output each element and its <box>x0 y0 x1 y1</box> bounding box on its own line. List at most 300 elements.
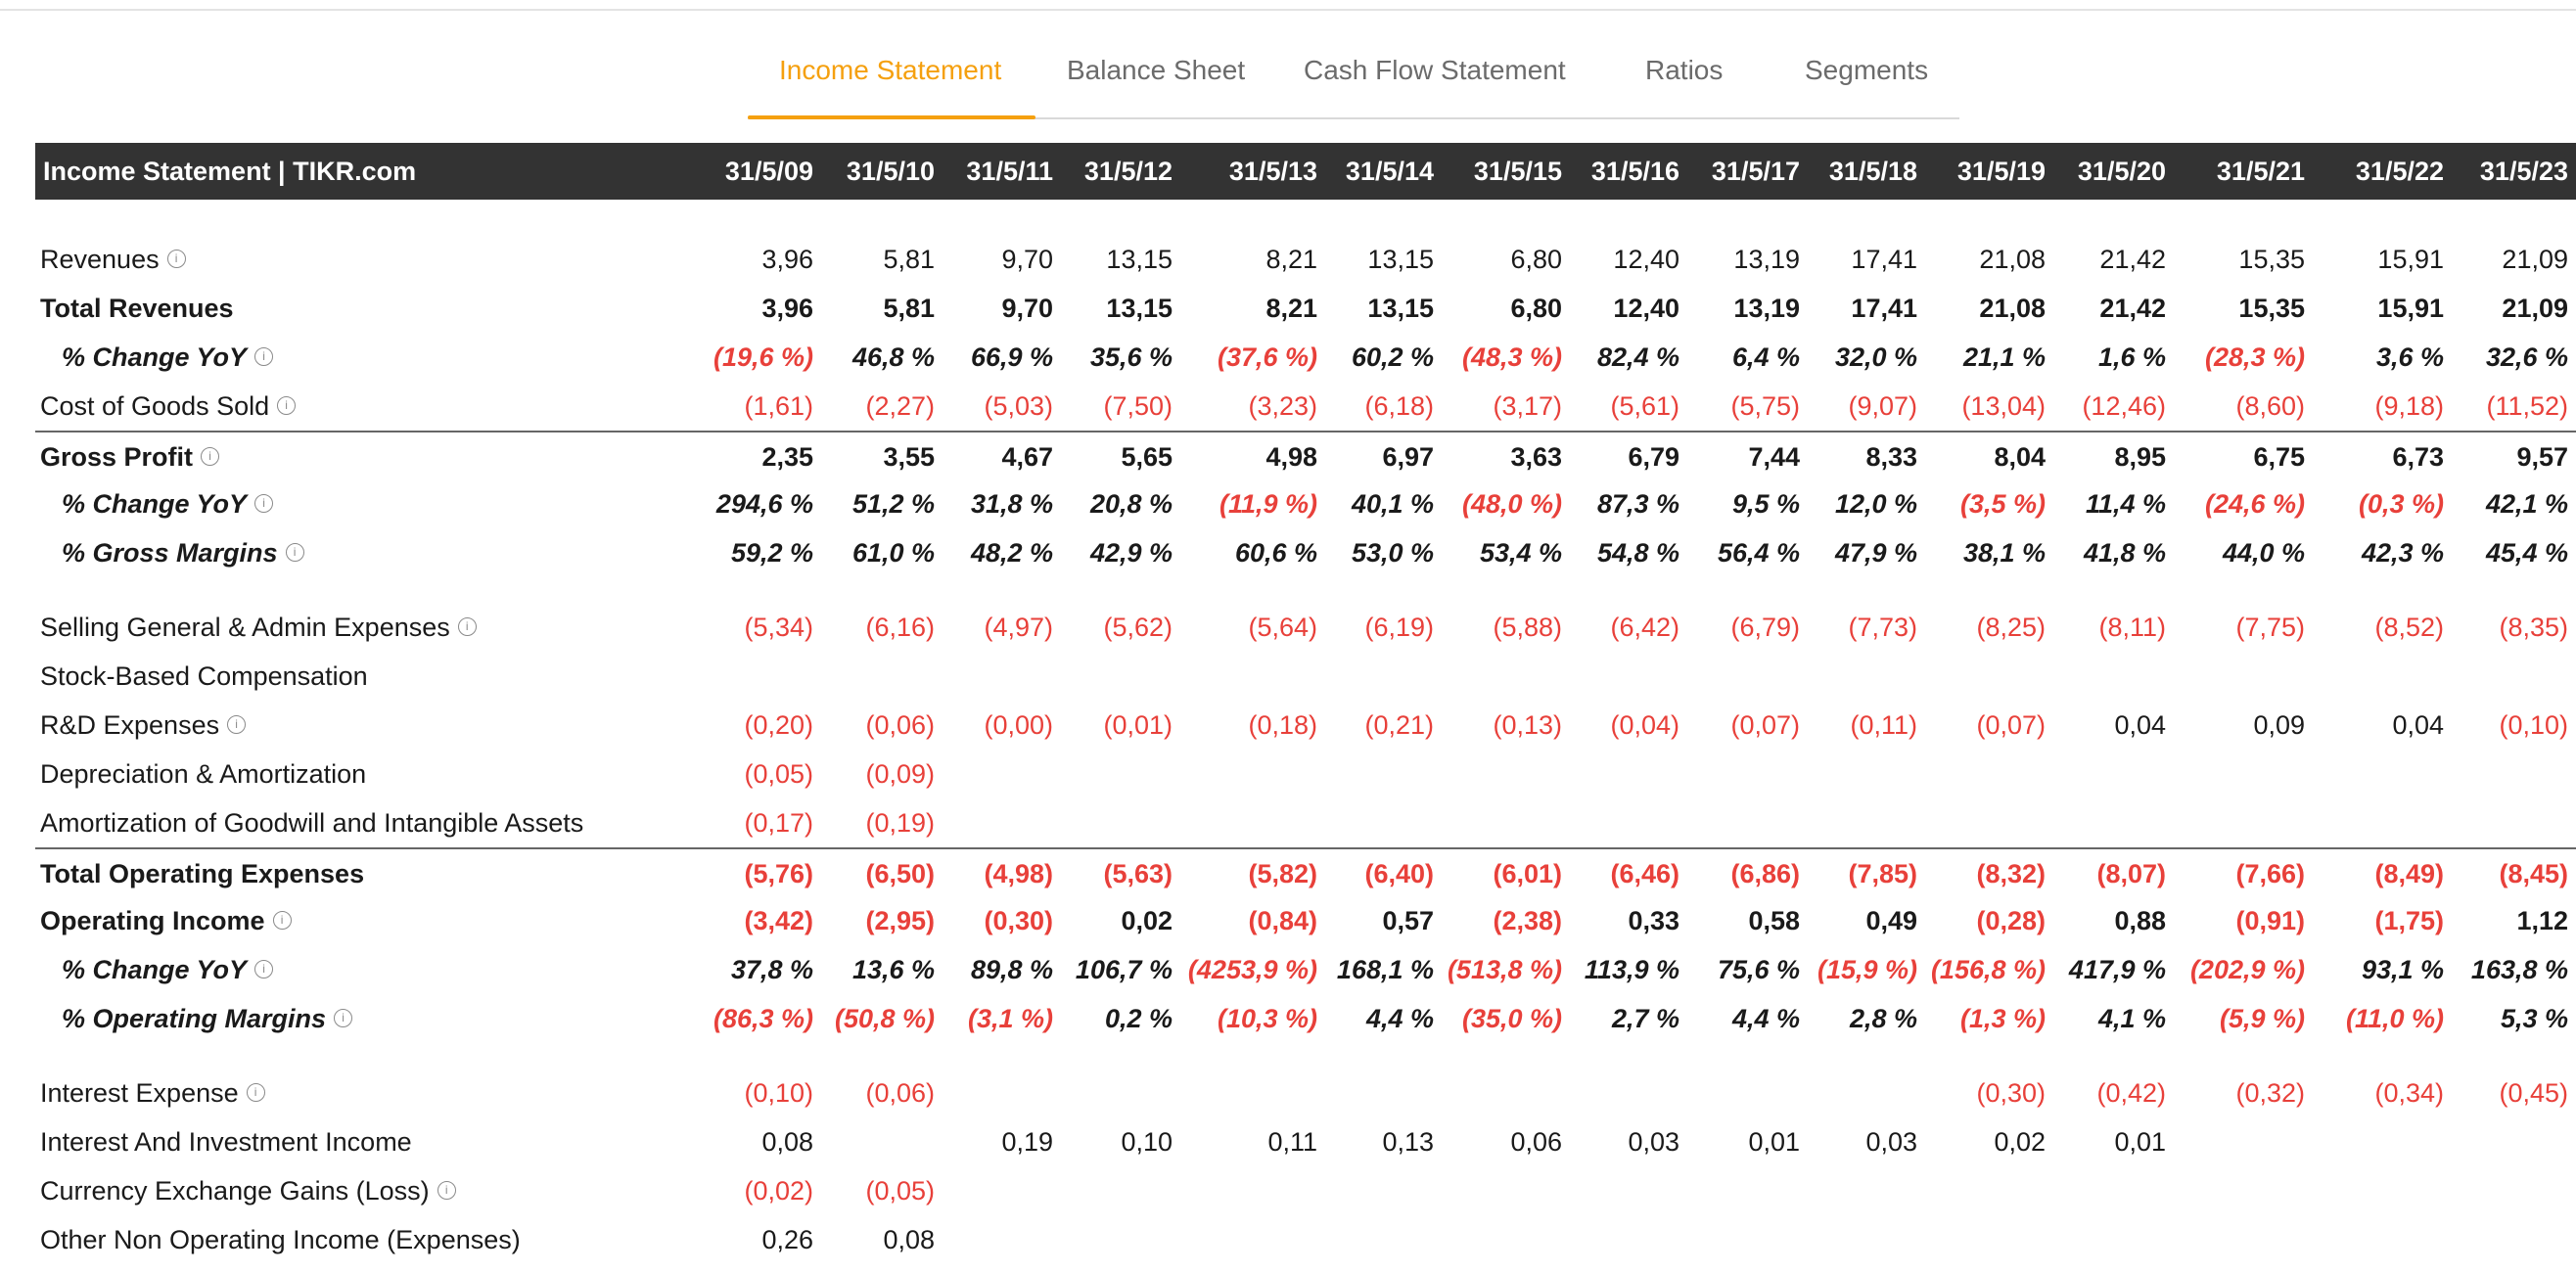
table-cell: 6,73 <box>2392 442 2444 472</box>
table-cell: 0,02 <box>1121 906 1173 935</box>
table-cell: (5,64) <box>1248 613 1317 642</box>
table-cell: 12,40 <box>1613 294 1679 323</box>
table-cell: 21,09 <box>2502 245 2568 274</box>
table-cell: (10,3 %) <box>1217 1004 1317 1033</box>
table-cell: (0,10) <box>744 1078 813 1108</box>
table-cell: 5,81 <box>883 245 935 274</box>
table-title: Income Statement | TIKR.com <box>43 157 417 186</box>
table-cell: 3,96 <box>761 245 813 274</box>
table-cell: (0,34) <box>2374 1078 2444 1108</box>
table-cell: 6,79 <box>1628 442 1679 472</box>
table-row <box>35 284 2576 333</box>
table-cell: (6,86) <box>1730 859 1800 888</box>
row-label <box>40 284 234 333</box>
table-cell: 1,6 % <box>2097 342 2166 372</box>
table-cell: (0,45) <box>2499 1078 2568 1108</box>
table-cell: (8,32) <box>1976 859 2046 888</box>
row-label-text: Stock-Based Compensation <box>40 661 368 691</box>
table-cell: 0,88 <box>2114 906 2166 935</box>
table-cell: (0,10) <box>2499 710 2568 740</box>
table-cell: 12,40 <box>1613 245 1679 274</box>
table-cell: 6,97 <box>1382 442 1434 472</box>
row-label-text: Cost of Goods Sold <box>40 391 270 421</box>
row-label <box>40 1166 456 1215</box>
row-label-text: % Change YoY <box>62 955 248 984</box>
table-cell: 4,4 % <box>1731 1004 1800 1033</box>
table-cell: (19,6 %) <box>713 342 813 372</box>
table-cell: (0,13) <box>1493 710 1562 740</box>
row-label <box>40 603 477 652</box>
table-cell: (4,97) <box>984 613 1053 642</box>
table-row <box>35 479 2576 528</box>
table-cell: (2,95) <box>865 906 935 935</box>
table-cell: 9,70 <box>1001 245 1053 274</box>
column-header-6[interactable]: 31/5/15 <box>1473 157 1562 186</box>
table-cell: (7,75) <box>2235 613 2305 642</box>
tab-segments[interactable]: Segments <box>1805 55 1929 85</box>
table-cell: 13,15 <box>1106 294 1173 323</box>
table-cell: 0,06 <box>1510 1127 1562 1157</box>
table-cell: (0,05) <box>744 759 813 789</box>
row-label-text: R&D Expenses <box>40 710 220 740</box>
table-cell: (8,07) <box>2096 859 2166 888</box>
table-row <box>35 798 2576 847</box>
column-header-1[interactable]: 31/5/10 <box>846 157 935 186</box>
table-cell: 6,80 <box>1510 294 1562 323</box>
table-cell: (15,9 %) <box>1817 955 1917 984</box>
info-icon[interactable]: i <box>247 1083 265 1102</box>
row-label <box>40 432 219 481</box>
table-cell: (48,0 %) <box>1461 489 1562 519</box>
table-cell: (9,18) <box>2374 391 2444 421</box>
table-cell: 44,0 % <box>2222 538 2305 568</box>
table-cell: (13,04) <box>1961 391 2046 421</box>
table-cell: 4,67 <box>1001 442 1053 472</box>
table-row <box>35 847 2576 898</box>
table-cell: 168,1 % <box>1336 955 1434 984</box>
table-cell: (3,42) <box>744 906 813 935</box>
table-cell: (35,0 %) <box>1461 1004 1562 1033</box>
table-cell: 75,6 % <box>1717 955 1800 984</box>
table-cell: (6,18) <box>1364 391 1434 421</box>
table-cell: 9,57 <box>2516 442 2568 472</box>
table-cell: (4253,9 %) <box>1187 955 1317 984</box>
table-cell: (6,16) <box>865 613 935 642</box>
table-cell: 15,91 <box>2377 245 2444 274</box>
income-statement-table <box>35 143 2576 1254</box>
table-cell: (11,52) <box>2486 391 2568 421</box>
table-cell: 8,21 <box>1265 294 1317 323</box>
table-row <box>35 750 2576 798</box>
table-cell: 15,35 <box>2238 245 2305 274</box>
table-cell: (37,6 %) <box>1217 342 1317 372</box>
table-cell: 3,96 <box>761 294 813 323</box>
table-cell: 5,65 <box>1121 442 1173 472</box>
table-cell: 21,08 <box>1979 294 2046 323</box>
table-cell: (1,3 %) <box>1959 1004 2046 1033</box>
row-label <box>40 1117 412 1166</box>
table-cell: (3,17) <box>1493 391 1562 421</box>
table-cell: 21,1 % <box>1962 342 2046 372</box>
info-icon[interactable]: i <box>286 543 304 562</box>
table-cell: (4,98) <box>984 859 1053 888</box>
table-cell: (3,1 %) <box>967 1004 1053 1033</box>
table-cell: (0,00) <box>984 710 1053 740</box>
table-cell: 42,9 % <box>1089 538 1173 568</box>
top-border <box>0 9 2576 11</box>
table-cell: (8,11) <box>2098 613 2166 642</box>
table-cell: 2,35 <box>761 442 813 472</box>
column-header-5[interactable]: 31/5/14 <box>1345 157 1434 186</box>
table-cell: (7,50) <box>1103 391 1173 421</box>
table-cell: 15,35 <box>2238 294 2305 323</box>
row-label-text: Other Non Operating Income (Expenses) <box>40 1225 521 1254</box>
row-label-text: % Operating Margins <box>62 1004 327 1033</box>
table-cell: 106,7 % <box>1075 955 1173 984</box>
info-icon[interactable]: i <box>254 347 273 366</box>
table-cell: 9,70 <box>1001 294 1053 323</box>
table-row <box>35 652 2576 701</box>
table-cell: 60,2 % <box>1351 342 1434 372</box>
column-header-13[interactable]: 31/5/22 <box>2355 157 2444 186</box>
table-cell: (0,42) <box>2096 1078 2166 1108</box>
info-icon[interactable]: i <box>201 447 219 466</box>
table-cell: (0,3 %) <box>2358 489 2444 519</box>
info-icon[interactable]: i <box>437 1181 456 1200</box>
row-label <box>40 896 292 945</box>
table-cell: 6,80 <box>1510 245 1562 274</box>
table-cell: 17,41 <box>1851 245 1917 274</box>
table-cell: 7,44 <box>1748 442 1800 472</box>
table-cell: (0,04) <box>1610 710 1679 740</box>
table-row <box>35 896 2576 945</box>
row-label-text: Total Revenues <box>40 294 234 323</box>
table-row <box>35 994 2576 1043</box>
table-cell: (7,85) <box>1848 859 1917 888</box>
row-label-text: Amortization of Goodwill and Intangible Assets <box>40 808 584 838</box>
column-header-8[interactable]: 31/5/17 <box>1711 157 1800 186</box>
table-cell: (2,38) <box>1493 906 1562 935</box>
statement-tabs <box>748 41 1959 119</box>
info-icon[interactable]: i <box>227 715 246 734</box>
table-cell: (3,5 %) <box>1959 489 2046 519</box>
table-cell: 61,0 % <box>851 538 935 568</box>
table-cell: 5,81 <box>883 294 935 323</box>
table-cell: 59,2 % <box>730 538 813 568</box>
table-cell: (6,19) <box>1364 613 1434 642</box>
info-icon[interactable]: i <box>277 396 296 415</box>
table-cell: (5,9 %) <box>2219 1004 2305 1033</box>
table-cell: (8,49) <box>2374 859 2444 888</box>
table-cell: (0,21) <box>1364 710 1434 740</box>
table-cell: 6,4 % <box>1731 342 1800 372</box>
table-cell: (0,19) <box>865 808 935 838</box>
info-icon[interactable]: i <box>458 617 477 636</box>
table-cell: 5,3 % <box>2500 1004 2568 1033</box>
table-cell: 42,3 % <box>2361 538 2444 568</box>
row-label <box>40 750 366 798</box>
table-cell: 51,2 % <box>851 489 935 519</box>
row-label <box>40 945 273 994</box>
table-cell: 0,13 <box>1382 1127 1434 1157</box>
table-cell: (0,20) <box>744 710 813 740</box>
row-label <box>40 382 296 431</box>
table-cell: (11,0 %) <box>2345 1004 2444 1033</box>
table-cell: (6,42) <box>1610 613 1679 642</box>
table-cell: (0,84) <box>1248 906 1317 935</box>
row-label <box>40 701 246 750</box>
table-cell: 417,9 % <box>2068 955 2166 984</box>
table-cell: (1,75) <box>2374 906 2444 935</box>
info-icon[interactable]: i <box>273 911 292 930</box>
tab-cash-flow-statement[interactable]: Cash Flow Statement <box>1304 55 1566 85</box>
table-cell: 0,01 <box>1748 1127 1800 1157</box>
table-cell: (5,88) <box>1493 613 1562 642</box>
table-cell: 53,4 % <box>1479 538 1562 568</box>
table-cell: 35,6 % <box>1089 342 1173 372</box>
table-cell: (5,76) <box>744 859 813 888</box>
table-cell: 0,58 <box>1748 906 1800 935</box>
table-cell: (0,09) <box>865 759 935 789</box>
info-icon[interactable]: i <box>254 494 273 513</box>
table-cell: 38,1 % <box>1962 538 2046 568</box>
table-cell: (8,52) <box>2374 613 2444 642</box>
table-cell: 163,8 % <box>2470 955 2568 984</box>
table-row <box>35 701 2576 750</box>
table-cell: 32,6 % <box>2485 342 2568 372</box>
table-row <box>35 1117 2576 1166</box>
info-icon[interactable]: i <box>167 250 186 268</box>
table-cell: 8,21 <box>1265 245 1317 274</box>
table-cell: 0,08 <box>761 1127 813 1157</box>
row-label <box>40 479 273 528</box>
table-cell: 53,0 % <box>1351 538 1434 568</box>
table-cell: (8,45) <box>2499 859 2568 888</box>
table-cell: 0,2 % <box>1104 1004 1173 1033</box>
table-cell: 93,1 % <box>2361 955 2444 984</box>
table-row <box>35 1215 2576 1264</box>
column-header-2[interactable]: 31/5/11 <box>966 157 1053 186</box>
row-label <box>40 1069 265 1117</box>
table-cell: (0,18) <box>1248 710 1317 740</box>
table-row <box>35 1166 2576 1215</box>
table-cell: (6,46) <box>1610 859 1679 888</box>
table-row <box>35 603 2576 652</box>
table-cell: (11,9 %) <box>1219 489 1317 519</box>
table-cell: (1,61) <box>744 391 813 421</box>
table-cell: 2,7 % <box>1611 1004 1679 1033</box>
table-cell: 8,95 <box>2114 442 2166 472</box>
row-label-text: Interest And Investment Income <box>40 1127 412 1157</box>
row-label-text: % Gross Margins <box>62 538 278 568</box>
table-cell: 0,08 <box>883 1225 935 1254</box>
table-cell: (7,73) <box>1848 613 1917 642</box>
row-label <box>40 1215 521 1264</box>
table-cell: (24,6 %) <box>2204 489 2305 519</box>
table-cell: 48,2 % <box>970 538 1053 568</box>
row-label-text: Revenues <box>40 245 160 274</box>
table-cell: 1,12 <box>2516 906 2568 935</box>
table-cell: 0,09 <box>2253 710 2305 740</box>
row-label-text: Interest Expense <box>40 1078 239 1108</box>
table-cell: (0,11) <box>1850 710 1917 740</box>
table-cell: 6,75 <box>2253 442 2305 472</box>
table-cell: 0,10 <box>1121 1127 1173 1157</box>
table-cell: (156,8 %) <box>1930 955 2046 984</box>
table-cell: 0,19 <box>1001 1127 1053 1157</box>
table-cell: (8,35) <box>2499 613 2568 642</box>
table-cell: 0,03 <box>1865 1127 1917 1157</box>
table-cell: 12,0 % <box>1834 489 1917 519</box>
column-header-10[interactable]: 31/5/19 <box>1956 157 2046 186</box>
table-row <box>35 333 2576 382</box>
column-header-11[interactable]: 31/5/20 <box>2077 157 2166 186</box>
table-cell: (0,17) <box>744 808 813 838</box>
table-cell: (7,66) <box>2235 859 2305 888</box>
row-label-text: Operating Income <box>40 906 265 935</box>
table-cell: 3,55 <box>883 442 935 472</box>
table-cell: 0,49 <box>1865 906 1917 935</box>
table-cell: 4,4 % <box>1365 1004 1434 1033</box>
table-cell: (6,40) <box>1364 859 1434 888</box>
table-cell: (48,3 %) <box>1461 342 1562 372</box>
table-cell: 13,19 <box>1733 245 1800 274</box>
table-cell: 13,15 <box>1106 245 1173 274</box>
table-cell: 21,42 <box>2099 245 2166 274</box>
table-cell: (5,03) <box>984 391 1053 421</box>
table-cell: (0,91) <box>2235 906 2305 935</box>
table-cell: 8,04 <box>1994 442 2046 472</box>
table-cell: 4,98 <box>1265 442 1317 472</box>
table-cell: 0,04 <box>2392 710 2444 740</box>
table-cell: (28,3 %) <box>2204 342 2305 372</box>
table-cell: 0,02 <box>1994 1127 2046 1157</box>
row-label <box>40 849 364 898</box>
row-label-text: Gross Profit <box>40 442 194 472</box>
column-header-9[interactable]: 31/5/18 <box>1828 157 1917 186</box>
info-icon[interactable]: i <box>254 960 273 978</box>
table-cell: 46,8 % <box>851 342 935 372</box>
table-cell: 37,8 % <box>730 955 813 984</box>
info-icon[interactable]: i <box>334 1009 352 1027</box>
table-cell: 0,01 <box>2114 1127 2166 1157</box>
table-cell: 294,6 % <box>715 489 813 519</box>
row-label <box>40 994 352 1043</box>
table-cell: 47,9 % <box>1834 538 1917 568</box>
table-cell: (0,07) <box>1730 710 1800 740</box>
table-cell: (5,63) <box>1103 859 1173 888</box>
column-header-7[interactable]: 31/5/16 <box>1590 157 1679 186</box>
table-cell: (5,62) <box>1103 613 1173 642</box>
table-cell: 60,6 % <box>1234 538 1317 568</box>
table-row <box>35 382 2576 431</box>
table-row <box>35 1069 2576 1117</box>
row-label <box>40 652 368 701</box>
table-cell: (8,60) <box>2235 391 2305 421</box>
column-header-12[interactable]: 31/5/21 <box>2216 157 2305 186</box>
table-cell: 3,63 <box>1510 442 1562 472</box>
row-label-text: Currency Exchange Gains (Loss) <box>40 1176 430 1206</box>
table-cell: (0,06) <box>865 1078 935 1108</box>
table-cell: 113,9 % <box>1584 955 1679 984</box>
table-cell: (0,01) <box>1103 710 1173 740</box>
table-cell: (5,82) <box>1248 859 1317 888</box>
active-tab-indicator <box>748 115 1035 119</box>
table-cell: 82,4 % <box>1596 342 1679 372</box>
table-cell: 66,9 % <box>970 342 1053 372</box>
table-cell: (9,07) <box>1848 391 1917 421</box>
column-header-14[interactable]: 31/5/23 <box>2479 157 2568 186</box>
table-cell: 13,15 <box>1367 294 1434 323</box>
row-label <box>40 333 273 382</box>
table-cell: 0,04 <box>2114 710 2166 740</box>
table-cell: 0,57 <box>1382 906 1434 935</box>
table-cell: (513,8 %) <box>1447 955 1562 984</box>
row-label-text: Depreciation & Amortization <box>40 759 367 789</box>
table-cell: (5,34) <box>744 613 813 642</box>
table-cell: 31,8 % <box>970 489 1053 519</box>
table-cell: 87,3 % <box>1596 489 1679 519</box>
table-cell: (6,50) <box>865 859 935 888</box>
table-cell: (0,02) <box>744 1176 813 1206</box>
table-cell: (6,01) <box>1493 859 1562 888</box>
tab-balance-sheet[interactable]: Balance Sheet <box>1067 55 1246 85</box>
tab-income-statement[interactable]: Income Statement <box>779 55 1002 85</box>
column-header-3[interactable]: 31/5/12 <box>1083 157 1173 186</box>
tab-ratios[interactable]: Ratios <box>1645 55 1724 85</box>
table-row <box>35 235 2576 284</box>
table-cell: 2,8 % <box>1849 1004 1917 1033</box>
table-cell: (0,28) <box>1976 906 2046 935</box>
table-cell: (0,32) <box>2235 1078 2305 1108</box>
table-cell: 42,1 % <box>2485 489 2568 519</box>
column-header-4[interactable]: 31/5/13 <box>1228 157 1317 186</box>
table-cell: 0,26 <box>761 1225 813 1254</box>
table-cell: 41,8 % <box>2083 538 2166 568</box>
table-cell: (2,27) <box>865 391 935 421</box>
row-label <box>40 235 186 284</box>
table-cell: (0,05) <box>865 1176 935 1206</box>
table-cell: 17,41 <box>1851 294 1917 323</box>
table-cell: 11,4 % <box>2085 489 2166 519</box>
row-label-text: % Change YoY <box>62 342 248 372</box>
table-cell: 21,42 <box>2099 294 2166 323</box>
row-label-text: % Change YoY <box>62 489 248 519</box>
table-cell: 4,1 % <box>2097 1004 2166 1033</box>
table-cell: 54,8 % <box>1596 538 1679 568</box>
table-cell: (0,07) <box>1976 710 2046 740</box>
table-cell: (0,06) <box>865 710 935 740</box>
table-cell: 0,11 <box>1267 1127 1317 1157</box>
table-cell: (8,25) <box>1976 613 2046 642</box>
column-header-0[interactable]: 31/5/09 <box>724 157 813 186</box>
row-label <box>40 798 583 847</box>
table-cell: 13,19 <box>1733 294 1800 323</box>
table-cell: 21,08 <box>1979 245 2046 274</box>
table-cell: (5,61) <box>1610 391 1679 421</box>
row-label-text: Total Operating Expenses <box>40 859 365 888</box>
table-cell: 56,4 % <box>1717 538 1800 568</box>
table-cell: 13,15 <box>1367 245 1434 274</box>
table-cell: 8,33 <box>1865 442 1917 472</box>
table-cell: (0,30) <box>984 906 1053 935</box>
table-cell: 21,09 <box>2502 294 2568 323</box>
table-cell: 45,4 % <box>2485 538 2568 568</box>
table-cell: 0,03 <box>1628 1127 1679 1157</box>
table-cell: 13,6 % <box>851 955 935 984</box>
table-row <box>35 431 2576 481</box>
table-row <box>35 945 2576 994</box>
